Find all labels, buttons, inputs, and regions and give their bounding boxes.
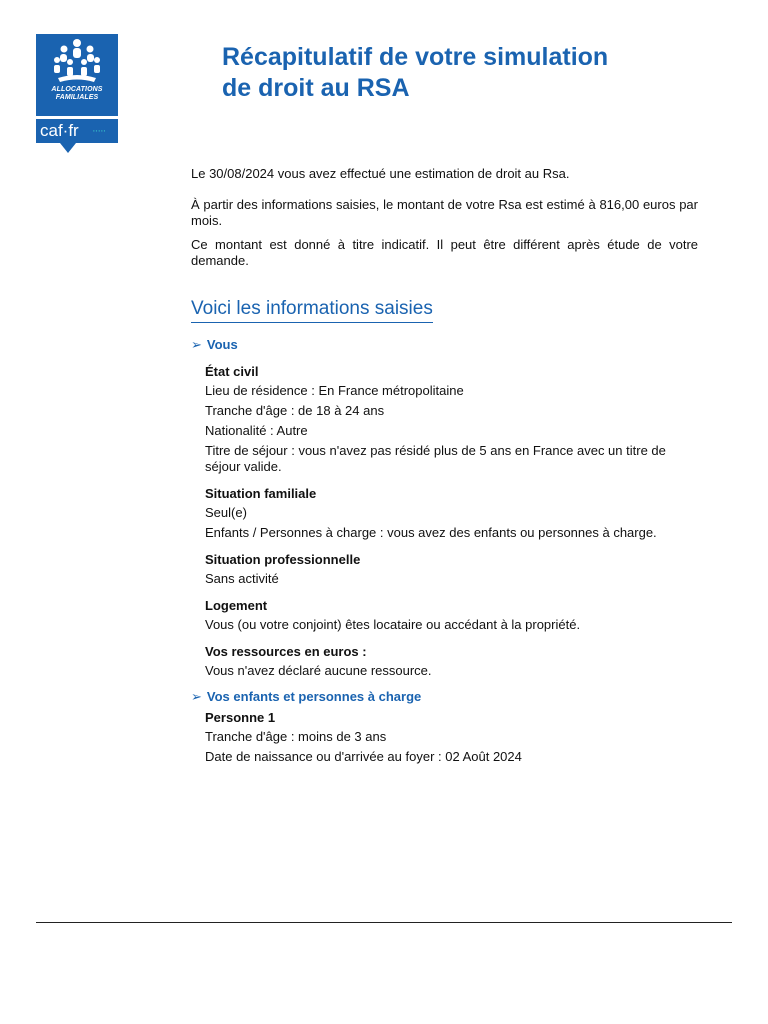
allocations-familiales-emblem [36, 34, 118, 116]
intro-disclaimer: Ce montant est donné à titre indicatif. Il peut être différent après étude de votre demande. [191, 237, 698, 268]
logement-line: Vous (ou votre conjoint) êtes locataire ou accédant à la propriété. [205, 617, 581, 632]
logo-line-1: ALLOCATIONS [51, 86, 103, 93]
situation-pro-block [205, 552, 698, 587]
arrow-bullet-icon: ➢ [191, 337, 202, 352]
seul-line: Seul(e) [205, 505, 247, 520]
footer-divider [36, 922, 732, 923]
personne-1-label: Personne 1 [205, 710, 276, 725]
title-line-2: de droit au RSA [222, 74, 410, 102]
ressources-block [205, 644, 698, 679]
situation-pro-label: Situation professionnelle [205, 552, 361, 567]
caf-fr-wordmark [36, 119, 118, 143]
ressources-label: Vos ressources en euros : [205, 644, 367, 659]
logement-block [205, 598, 698, 633]
main-content [191, 166, 698, 769]
section-title: Voici les informations saisies [191, 297, 433, 323]
residence-line: Lieu de résidence : En France métropolitaine [205, 383, 464, 398]
family-figures-icon [36, 34, 118, 116]
age-line: Tranche d'âge : de 18 à 24 ans [205, 403, 385, 418]
vous-heading [191, 337, 698, 353]
title-line-1: Récapitulatif de votre simulation [222, 43, 609, 71]
enfants-line: Enfants / Personnes à charge : vous avez des enfants ou personnes à charge. [205, 525, 657, 540]
enfants-details [205, 710, 698, 765]
speech-tail-icon [60, 143, 76, 153]
intro-amount: À partir des informations saisies, le montant de votre Rsa est estimé à 816,00 euros par mois. [191, 197, 698, 228]
logement-label: Logement [205, 598, 268, 613]
arrow-bullet-icon: ➢ [191, 689, 202, 704]
titre-sejour-line: Titre de séjour : vous n'avez pas résidé plus de 5 ans en France avec un titre de séjour valide. [205, 443, 666, 474]
vous-details [205, 364, 698, 679]
situation-familiale-label: Situation familiale [205, 486, 317, 501]
etat-civil-label: État civil [205, 364, 259, 379]
personne-1-block [205, 710, 698, 765]
personne-1-date-line: Date de naissance ou d'arrivée au foyer : 02 Août 2024 [205, 749, 522, 764]
intro-date: Le 30/08/2024 vous avez effectué une estimation de droit au Rsa. [191, 166, 570, 181]
nationality-line: Nationalité : Autre [205, 423, 308, 438]
activite-line: Sans activité [205, 571, 279, 586]
vous-heading-text: Vous [206, 337, 238, 352]
enfants-heading-text: Vos enfants et personnes à charge [206, 689, 422, 704]
enfants-heading [191, 689, 698, 705]
ressources-line: Vous n'avez déclaré aucune ressource. [205, 663, 432, 678]
etat-civil-block [205, 364, 698, 475]
caf-fr-text: caf·fr [40, 121, 79, 140]
logo-line-2: FAMILIALES [55, 94, 99, 101]
situation-familiale-block [205, 486, 698, 541]
caf-dots: ····· [92, 125, 106, 137]
caf-logo [36, 34, 118, 153]
personne-1-age-line: Tranche d'âge : moins de 3 ans [205, 729, 387, 744]
page-title [222, 42, 722, 104]
